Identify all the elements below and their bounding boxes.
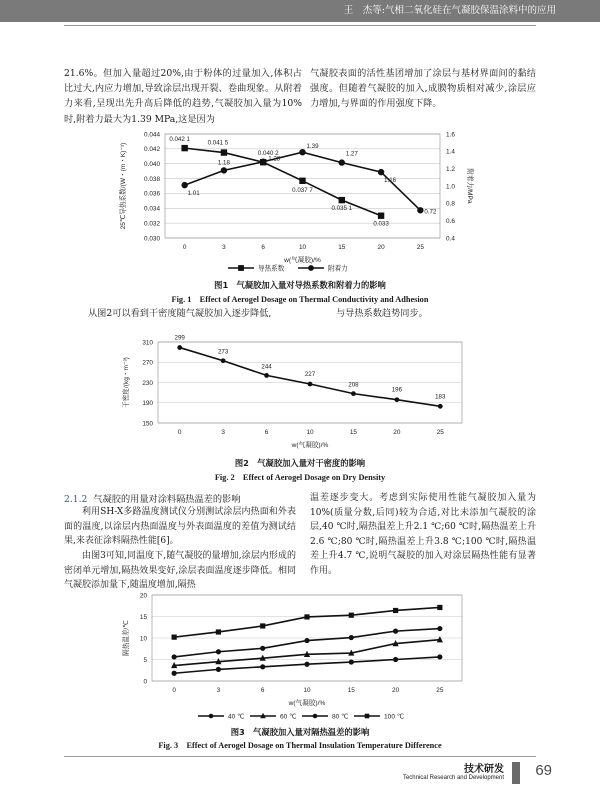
- header-divider: [64, 25, 536, 26]
- data-point: [260, 646, 265, 651]
- data-point: [349, 613, 354, 618]
- data-point: [216, 629, 221, 634]
- section-heading: [64, 491, 240, 505]
- data-label: 0.033: [373, 220, 389, 228]
- data-point: [221, 149, 227, 155]
- data-point: [181, 182, 187, 188]
- x-tick-label: 20: [377, 244, 385, 251]
- series-line: [174, 607, 440, 637]
- data-point: [393, 608, 398, 613]
- data-point: [349, 659, 354, 664]
- x-tick-label: 6: [260, 687, 265, 694]
- data-label: 1.01: [187, 190, 200, 198]
- journal-name-cn: 技术研发: [464, 764, 504, 775]
- data-point: [437, 605, 442, 610]
- y-axis-title: 25℃导热系数/(W・(m・K)⁻¹): [120, 142, 127, 230]
- figure-3-caption-cn: 图3 气凝胶加入量对隔热温差的影响: [230, 727, 370, 737]
- x-tick-label: 25: [436, 687, 444, 694]
- x-tick-label: 3: [216, 687, 221, 694]
- data-point: [304, 638, 309, 643]
- data-label: 0.040 2: [257, 150, 279, 158]
- legend-marker: [308, 265, 314, 271]
- legend-marker: [313, 714, 318, 719]
- paragraph-4: 利用SH-X多路温度测试仪分别测试涂层内热面和外表面的温度,以涂层内热面温度与外表面温度的差值为测试结果,来表征涂料隔热性能[6]。: [64, 507, 296, 547]
- data-label: 244: [261, 363, 272, 371]
- page-marker: [512, 762, 520, 784]
- x-tick-label: 15: [349, 429, 357, 436]
- data-point: [351, 391, 356, 396]
- y-tick-label: 0.042: [144, 146, 160, 154]
- paragraph-3-left: 从图2可以看到干密度随气凝胶加入逐步降低,: [88, 308, 272, 319]
- data-point: [260, 664, 265, 669]
- data-point: [339, 197, 345, 203]
- paragraph-5: 由图3可知,同温度下,随气凝胶的量增加,涂层内形成的密闭单元增加,隔热效果变好,涂层表面温度逐步降低。相同气凝胶添加量下,随温度增加,隔热: [64, 551, 296, 591]
- figure-3-chart: [0, 592, 600, 724]
- figure-3-caption-en: Fig. 3 Effect of Aerogel Dosage on Thermal Insulation Temperature Difference: [158, 741, 442, 750]
- paragraph-1: 21.6%。但加入量超过20%,由于粉体的过量加入,体积占比过大,内应力增加,导致涂层出现开裂、卷曲现象。从附着力来看,呈现出先升高后降低的趋势,气凝胶加入量为10%时,附着力最大为1.39 MPa,这是因为: [64, 68, 302, 125]
- y-tick-label: 0.030: [144, 235, 160, 243]
- data-label: 1.16: [384, 177, 397, 185]
- data-point: [181, 145, 187, 151]
- figure-1-caption-en: Fig. 1 Effect of Aerogel Dosage on Thermal Conductivity and Adhesion: [171, 295, 429, 304]
- data-label: 183: [435, 393, 446, 401]
- data-point: [221, 167, 227, 173]
- y2-tick-label: 1.6: [446, 131, 455, 139]
- running-title: 王 杰等:气相二氧化硅在气凝胶保温涂料中的应用: [343, 5, 556, 16]
- data-label: 0.042 1: [169, 136, 190, 144]
- data-point: [339, 159, 345, 165]
- data-point: [216, 649, 221, 654]
- x-tick-label: 10: [306, 429, 314, 436]
- running-header: [0, 0, 600, 22]
- legend-label: 80 ℃: [332, 713, 349, 721]
- x-tick-label: 3: [221, 429, 225, 436]
- legend-label: 导热系数: [258, 265, 285, 273]
- data-point: [260, 623, 265, 628]
- figure-2-caption-en: Fig. 2 Effect of Aerogel Dosage on Dry Density: [214, 473, 386, 482]
- page-number: 69: [535, 762, 552, 779]
- data-label: 0.035 1: [331, 205, 353, 213]
- footer-divider: [64, 756, 536, 757]
- legend-label: 40 ℃: [228, 713, 245, 721]
- x-tick-label: 0: [172, 687, 176, 694]
- data-point: [393, 629, 398, 634]
- section-number: 2.1.2: [64, 494, 88, 505]
- y2-tick-label: 1.0: [446, 183, 455, 191]
- data-point: [299, 178, 305, 184]
- legend-marker: [209, 714, 214, 719]
- data-label: 0.037 7: [292, 186, 313, 194]
- x-axis-title: w(气凝胶)/%: [284, 257, 321, 264]
- y-tick-label: 0.038: [144, 175, 160, 183]
- figure-2-chart: [0, 322, 600, 456]
- y-tick-label: 0.044: [144, 131, 160, 139]
- y-tick-label: 0: [143, 678, 147, 686]
- data-point: [437, 654, 442, 659]
- y2-axis-title: 附着力/MPa: [466, 168, 473, 204]
- data-point: [438, 404, 443, 409]
- journal-name-en: Technical Research and Development: [402, 775, 504, 781]
- y-tick-label: 0.032: [144, 220, 160, 228]
- y-tick-label: 270: [142, 359, 153, 367]
- paragraph-3-right: 与导热系数趋势同步。: [336, 308, 428, 319]
- data-label: 1.27: [345, 150, 358, 158]
- y-tick-label: 190: [142, 400, 153, 408]
- data-point: [394, 397, 399, 402]
- data-label: 227: [304, 371, 316, 379]
- y-tick-label: 0.034: [144, 205, 160, 213]
- y-tick-label: 10: [139, 635, 147, 643]
- data-label: 208: [348, 381, 359, 389]
- data-point: [304, 662, 309, 667]
- data-label: 196: [391, 386, 403, 394]
- data-point: [264, 373, 269, 378]
- y2-tick-label: 0.6: [446, 217, 455, 225]
- y-axis-title: 干密度/(kg・m⁻³): [123, 357, 130, 408]
- data-point: [221, 358, 226, 363]
- data-label: 1.28: [268, 155, 281, 163]
- x-tick-label: 0: [182, 244, 187, 251]
- x-tick-label: 10: [303, 687, 311, 694]
- data-point: [172, 671, 177, 676]
- y-axis-title: 隔热温差/℃: [123, 620, 130, 656]
- data-point: [349, 635, 354, 640]
- x-tick-label: 15: [338, 244, 346, 251]
- y2-tick-label: 1.4: [446, 148, 455, 156]
- data-label: 273: [217, 348, 229, 356]
- x-axis-title: w(气凝胶)/%: [288, 700, 326, 707]
- data-point: [260, 159, 266, 165]
- x-tick-label: 6: [261, 244, 265, 251]
- y2-tick-label: 1.2: [446, 165, 455, 173]
- data-point: [393, 657, 398, 662]
- figure-1-caption-cn: 图1 气凝胶加入量对导热系数和附着力的影响: [214, 280, 386, 290]
- data-point: [172, 654, 177, 659]
- data-point: [172, 635, 177, 640]
- x-tick-label: 10: [298, 244, 307, 251]
- y2-tick-label: 0.4: [446, 235, 455, 243]
- x-axis-title: w(气凝胶)/%: [291, 442, 329, 449]
- legend-marker: [238, 265, 244, 271]
- data-point: [437, 626, 442, 631]
- y-tick-label: 0.040: [144, 161, 160, 169]
- data-point: [299, 149, 305, 155]
- y2-tick-label: 0.8: [446, 200, 455, 208]
- paragraph-2: 气凝胶表面的活性基团增加了涂层与基材界面间的黏结强度。但随着气凝胶的加入,成膜物质相对减少,涂层应力增加,与界面的作用强度下降。: [310, 68, 536, 110]
- legend-label: 60 ℃: [280, 713, 297, 721]
- figure-1-chart: [0, 128, 600, 288]
- x-tick-label: 20: [393, 429, 401, 436]
- data-label: 1.18: [217, 159, 230, 167]
- data-label: 0.72: [424, 208, 437, 216]
- y-tick-label: 150: [142, 420, 153, 428]
- y-tick-label: 310: [142, 339, 153, 347]
- data-label: 1.39: [306, 143, 319, 151]
- section-title-text: 气凝胶的用量对涂料隔热温差的影响: [93, 494, 241, 505]
- data-point: [378, 169, 384, 175]
- x-tick-label: 25: [416, 244, 424, 251]
- y-tick-label: 5: [143, 656, 147, 664]
- y-tick-label: 0.036: [144, 190, 160, 198]
- data-point: [417, 207, 423, 213]
- data-point: [304, 614, 309, 619]
- paragraph-6: 温差逐步变大。考虑到实际使用性能气凝胶加入量为10%(质量分数,后同)较为合适,对比未添加气凝胶的涂层,40 ℃时,隔热温差上升2.1 ℃;60 ℃时,隔热温差上升2.6 ℃;80 ℃时,隔热温差上升3.8 ℃;100 ℃时,隔热温差上升4.7 ℃,说明气凝胶的加入对涂层隔热性能有显著作用。: [310, 493, 536, 576]
- y-tick-label: 15: [139, 613, 147, 621]
- data-label: 299: [174, 334, 185, 342]
- data-point: [308, 382, 313, 387]
- y-tick-label: 20: [139, 592, 147, 600]
- data-point: [177, 345, 182, 350]
- x-tick-label: 15: [347, 687, 355, 694]
- legend-marker: [365, 714, 370, 719]
- data-point: [216, 667, 221, 672]
- x-tick-label: 3: [222, 244, 226, 251]
- x-tick-label: 20: [392, 687, 400, 694]
- y-tick-label: 230: [142, 379, 153, 387]
- x-tick-label: 6: [264, 429, 269, 436]
- legend-label: 附着力: [328, 265, 348, 273]
- data-label: 0.041 5: [207, 139, 229, 147]
- x-tick-label: 0: [177, 429, 182, 436]
- legend-label: 100 ℃: [384, 713, 405, 721]
- figure-2-caption-cn: 图2 气凝胶加入量对干密度的影响: [234, 458, 366, 468]
- x-tick-label: 25: [436, 429, 444, 436]
- data-point: [378, 213, 384, 219]
